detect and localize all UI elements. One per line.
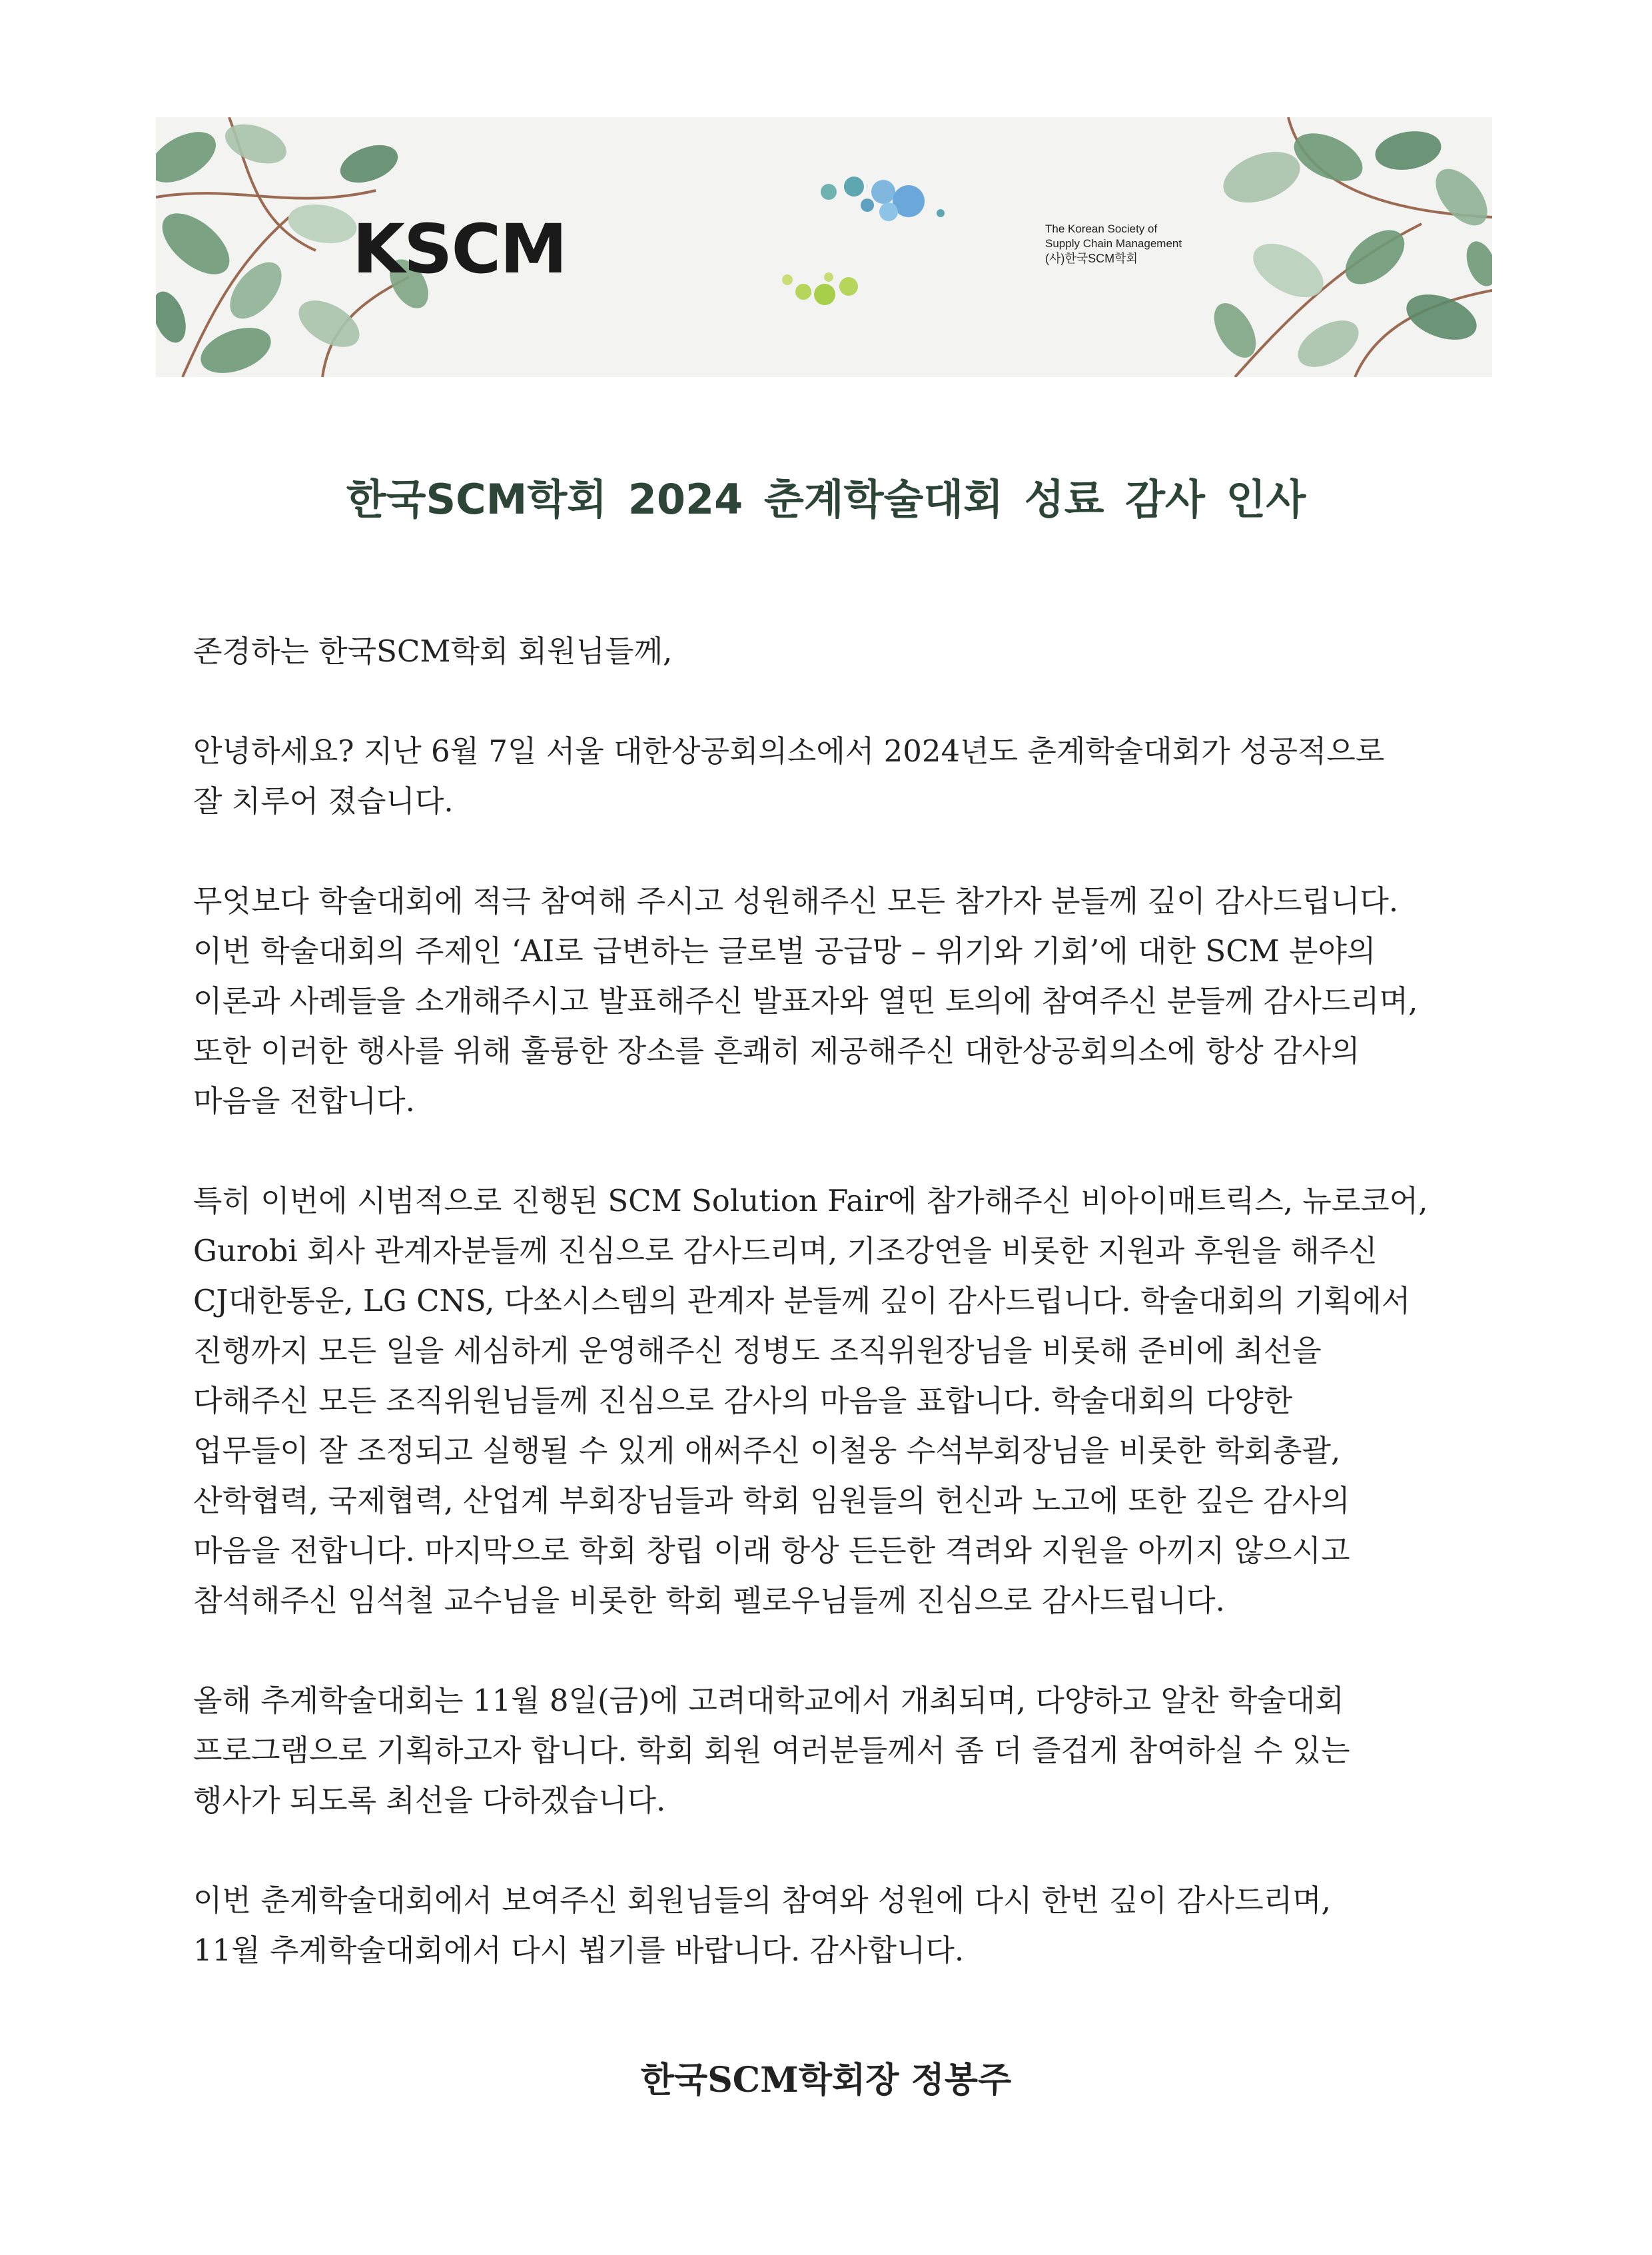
salutation: 존경하는 한국SCM학회 회원님들께,	[193, 634, 673, 669]
header-banner	[156, 117, 1492, 377]
signature: 한국SCM학회장 정봉주	[640, 2060, 1012, 2100]
kscm-logo-dots	[782, 177, 945, 305]
kscm-logo: KSCM	[352, 210, 566, 289]
paragraph-5: 이번 춘계학술대회에서 보여주신 회원님들의 참여와 성원에 다시 한번 깊이 감사드리며, 11월 추계학술대회에서 다시 뵙기를 바랍니다. 감사합니다.	[193, 1883, 1331, 1968]
letter-body	[193, 626, 1499, 2025]
paragraph-1: 안녕하세요? 지난 6월 7일 서울 대한상공회의소에서 2024년도 춘계학술대회가 성공적으로 잘 치루어 졌습니다.	[193, 733, 1385, 819]
kscm-logo-subtitle: The Korean Society of Supply Chain Management (사)한국SCM학회	[1045, 223, 1182, 265]
paragraph-3: 특히 이번에 시범적으로 진행된 SCM Solution Fair에 참가해주신 비아이매트릭스, 뉴로코어, Gurobi 회사 관계자분들께 진심으로 감사드리며, 기조강연을 비롯한 지원과 후원을 해주신 CJ대한통운, LG CNS, 다쏘시스템의 관계자 분들께 깊이 감사드립니다. 학술대회의 기획에서 진행까지 모든 일을 세심하게 운영해주신 정병도 조직위원장님을 비롯해 준비에 최선을 다해주신 모든 조직위원님들께 진심으로 감사의 마음을 표합니다. 학술대회의 다양한 업무들이 잘 조정되고 실행될 수 있게 애써주신 이철웅 수석부회장님을 비롯한 학회총괄, 산학협력, 국제협력, 산업계 부회장님들과 학회 임원들의 헌신과 노고에 또한 깊은 감사의 마음을 전합니다. 마지막으로 학회 창립 이래 항상 든든한 격려와 지원을 아끼지 않으시고 참석해주신 임석철 교수님을 비롯한 학회 펠로우님들께 진심으로 감사드립니다.	[193, 1183, 1428, 1618]
page-title: 한국SCM학회 2024 춘계학술대회 성료 감사 인사	[346, 475, 1306, 524]
paragraph-2: 무엇보다 학술대회에 적극 참여해 주시고 성원해주신 모든 참가자 분들께 깊이 감사드립니다. 이번 학술대회의 주제인 ‘AI로 급변하는 글로벌 공급망 – 위기와 기회’에 대한 SCM 분야의 이론과 사례들을 소개해주시고 발표해주신 발표자와 열띤 토의에 참여주신 분들께 감사드리며, 또한 이러한 행사를 위해 훌륭한 장소를 흔쾌히 제공해주신 대한상공회의소에 항상 감사의 마음을 전합니다.	[193, 883, 1418, 1119]
paragraph-4: 올해 추계학술대회는 11월 8일(금)에 고려대학교에서 개최되며, 다양하고 알찬 학술대회 프로그램으로 기획하고자 합니다. 학회 회원 여러분들께서 좀 더 즐겁게 참여하실 수 있는 행사가 되도록 최선을 다하겠습니다.	[193, 1683, 1350, 1818]
